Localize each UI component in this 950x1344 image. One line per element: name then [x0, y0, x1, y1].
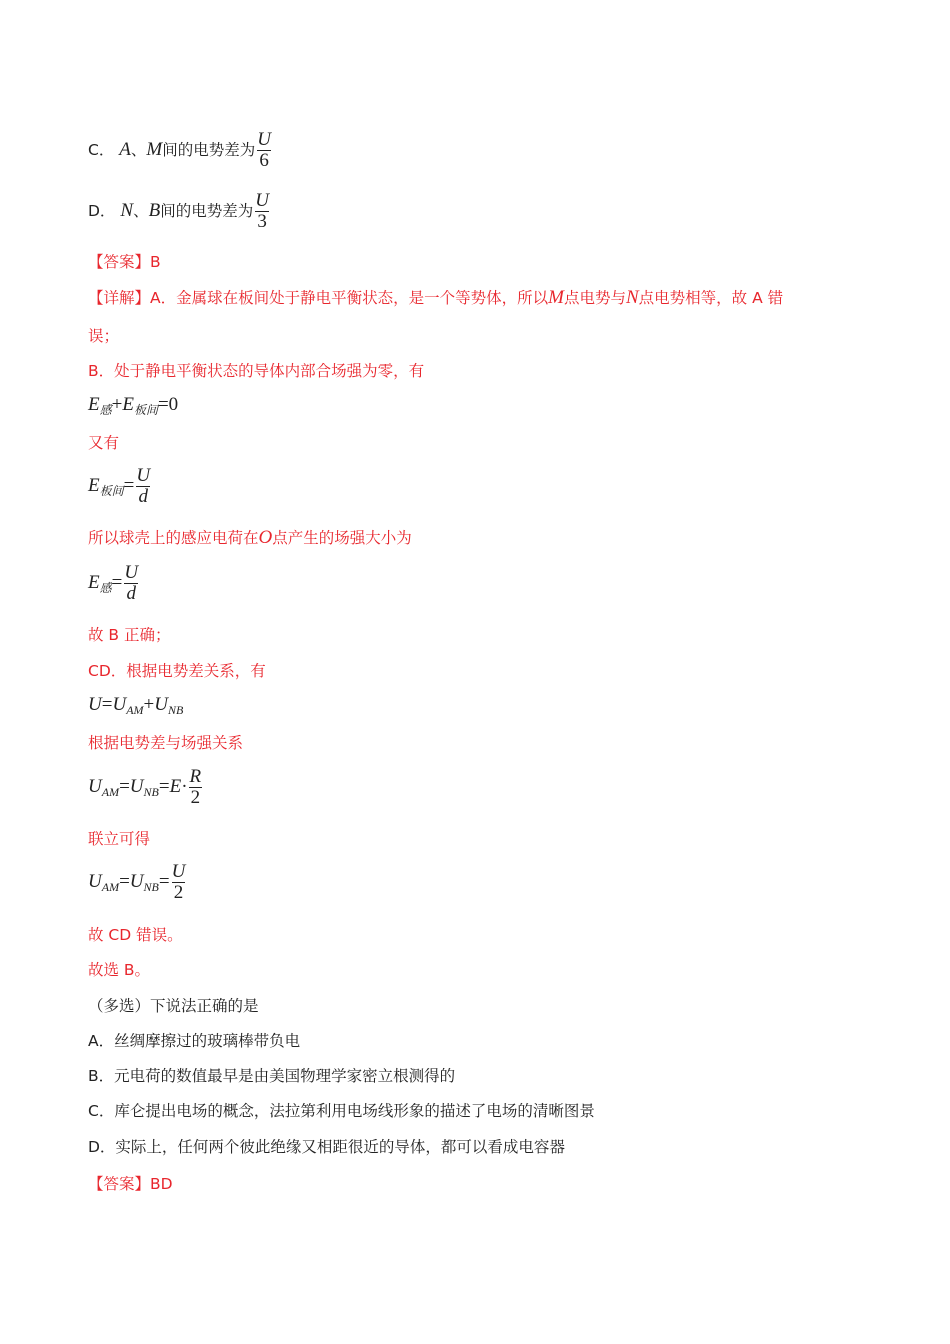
operator: = — [123, 475, 135, 496]
numerator: U — [255, 190, 269, 211]
math-var: U — [129, 871, 144, 892]
numerator: U — [136, 465, 151, 486]
equation-rhs: =0 — [157, 394, 179, 415]
fraction — [134, 466, 152, 507]
math-var: E — [88, 572, 100, 593]
subscript: NB — [143, 785, 159, 799]
subscript: 板间 — [99, 484, 124, 498]
answer-2 — [88, 1173, 173, 1195]
explain-text: 点电势与 — [563, 289, 626, 307]
math-var: U — [88, 776, 102, 797]
math-var: U — [88, 694, 102, 715]
option-letter: C． — [88, 141, 115, 159]
operator: = — [111, 572, 123, 593]
numerator: U — [124, 562, 139, 583]
equation-3 — [88, 563, 140, 604]
subscript: 板间 — [133, 403, 158, 417]
subscript: AM — [101, 880, 120, 894]
equation-4 — [88, 694, 183, 721]
question-2-option-a: A．丝绸摩擦过的玻璃棒带负电 — [88, 1032, 301, 1050]
subscript: NB — [143, 880, 159, 894]
equation-5 — [88, 767, 203, 808]
explain-p5: 故 B 正确； — [88, 626, 171, 644]
subscript: AM — [101, 785, 120, 799]
explain-p3: 又有 — [88, 434, 120, 452]
denominator: 6 — [259, 150, 269, 171]
math-var: B — [148, 200, 161, 221]
equation-6 — [88, 862, 187, 903]
operator: + — [111, 394, 123, 415]
option-text: 间的电势差为 — [160, 202, 254, 220]
explain-text: 点产生的场强大小为 — [272, 529, 412, 547]
question-2-option-c: C．库仑提出电场的概念，法拉第利用电场线形象的描述了电场的清晰图景 — [88, 1102, 595, 1120]
explain-p2: B．处于静电平衡状态的导体内部合场强为零，有 — [88, 362, 425, 380]
equation-1 — [88, 394, 178, 421]
math-var: M — [146, 139, 163, 160]
operator: = — [119, 871, 130, 892]
option-text: 间的电势差为 — [162, 141, 256, 159]
subscript: AM — [126, 703, 144, 717]
fraction — [170, 862, 188, 903]
math-var: N — [120, 200, 134, 221]
separator: 、 — [133, 202, 149, 220]
fraction — [188, 767, 204, 808]
numerator: U — [171, 861, 186, 882]
operator: + — [143, 694, 155, 715]
denominator: d — [126, 583, 136, 604]
explain-p8: 联立可得 — [88, 830, 151, 848]
explain-text: 点电势相等，故 A 错 — [638, 289, 784, 307]
math-var: U — [154, 694, 168, 715]
answer-value: B — [150, 253, 161, 271]
separator: 、 — [130, 141, 147, 159]
operator: = — [101, 694, 113, 715]
question-2-option-d: D．实际上，任何两个彼此绝缘又相距很近的导体，都可以看成电容器 — [88, 1138, 565, 1156]
answer-value: BD — [150, 1175, 173, 1193]
explain-p9: 故 CD 错误。 — [88, 926, 183, 944]
fraction — [122, 563, 140, 604]
question-2-option-b: B．元电荷的数值最早是由美国物理学家密立根测得的 — [88, 1067, 456, 1085]
operator: = — [158, 776, 170, 797]
explain-text: 所以球壳上的感应电荷在 — [88, 529, 259, 547]
subscript: 感 — [99, 581, 112, 595]
numerator: R — [189, 766, 202, 787]
math-var: U — [129, 776, 144, 797]
answer-1 — [88, 251, 161, 273]
question-2-stem: （多选）下说法正确的是 — [88, 997, 259, 1015]
fraction — [255, 130, 273, 171]
option-d — [88, 191, 271, 232]
math-var: E — [122, 394, 134, 415]
operator: = — [158, 871, 170, 892]
option-letter: D． — [88, 202, 116, 220]
answer-tag: 【答案】 — [88, 253, 151, 271]
explain-p7: 根据电势差与场强关系 — [88, 734, 244, 752]
numerator: U — [257, 129, 271, 150]
answer-tag: 【答案】 — [88, 1175, 151, 1193]
math-var: A — [119, 139, 131, 160]
fraction — [253, 191, 271, 232]
explain-p6: CD．根据电势差关系，有 — [88, 662, 266, 680]
subscript: 感 — [99, 403, 112, 417]
math-var: E — [88, 475, 100, 496]
denominator: d — [138, 486, 148, 507]
equation-2 — [88, 466, 152, 507]
operator: · — [181, 776, 188, 797]
math-var: E — [88, 394, 100, 415]
math-var: M — [548, 287, 564, 308]
explain-p10: 故选 B。 — [88, 961, 151, 979]
math-var: U — [88, 871, 102, 892]
explain-text: 【详解】A．金属球在板间处于静电平衡状态，是一个等势体，所以 — [88, 289, 549, 307]
math-var: N — [625, 287, 639, 308]
explain-p4 — [88, 527, 412, 549]
explain-p1-cont: 误； — [88, 327, 120, 345]
math-var: O — [258, 527, 273, 548]
subscript: NB — [167, 703, 184, 717]
math-var: U — [112, 694, 127, 715]
operator: = — [119, 776, 130, 797]
math-var: E — [169, 776, 182, 797]
denominator: 2 — [190, 787, 201, 808]
option-c — [88, 130, 273, 171]
denominator: 3 — [257, 211, 267, 232]
denominator: 2 — [173, 882, 184, 903]
explain-p1 — [88, 287, 783, 309]
